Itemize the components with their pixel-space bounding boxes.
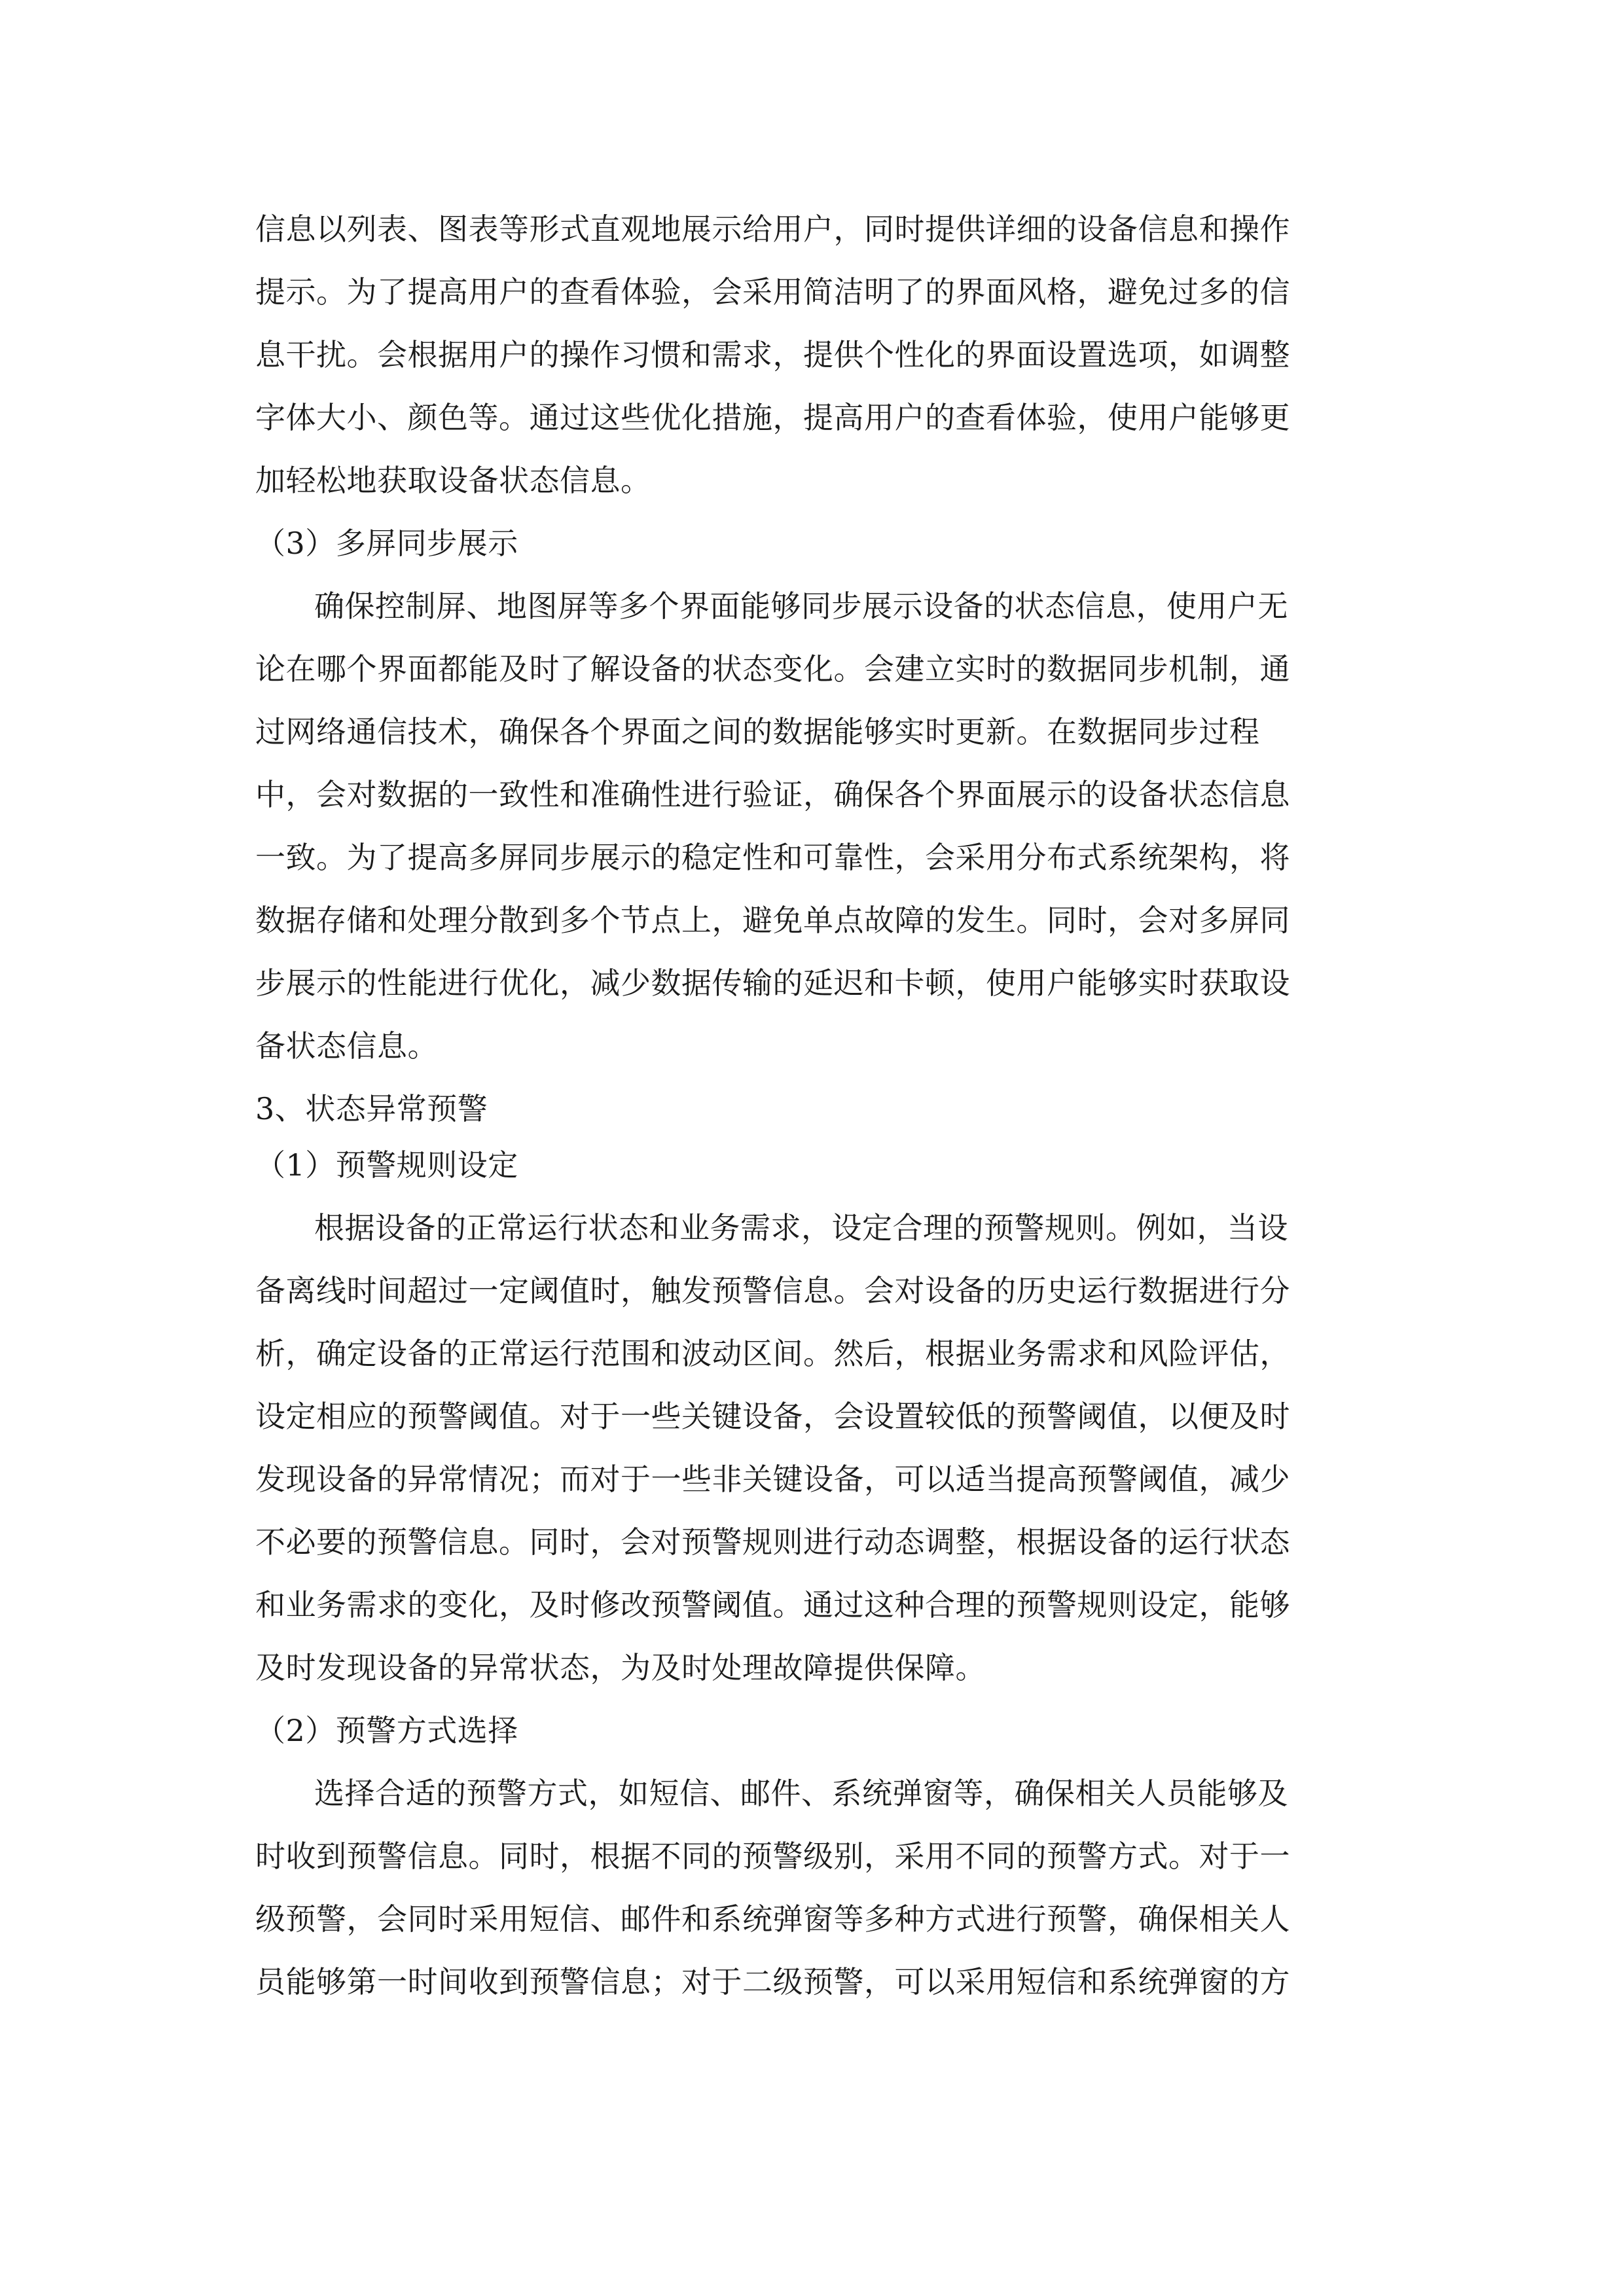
paragraph-line: 中，会对数据的一致性和准确性进行验证，确保各个界面展示的设备状态信息	[255, 777, 1290, 812]
paragraph-line: 时收到预警信息。同时，根据不同的预警级别，采用不同的预警方式。对于一	[255, 1839, 1290, 1874]
paragraph-line: 论在哪个界面都能及时了解设备的状态变化。会建立实时的数据同步机制，通	[255, 651, 1290, 687]
paragraph-line: 信息以列表、图表等形式直观地展示给用户，同时提供详细的设备信息和操作	[255, 211, 1290, 247]
paragraph-line: 发现设备的异常情况；而对于一些非关键设备，可以适当提高预警阈值，减少	[255, 1462, 1290, 1497]
paragraph-line: 根据设备的正常运行状态和业务需求，设定合理的预警规则。例如，当设	[314, 1210, 1288, 1246]
paragraph-line: 确保控制屏、地图屏等多个界面能够同步展示设备的状态信息，使用户无	[314, 588, 1288, 624]
paragraph-line: 及时发现设备的异常状态，为及时处理故障提供保障。	[255, 1650, 986, 1685]
paragraph-line: 不必要的预警信息。同时，会对预警规则进行动态调整，根据设备的运行状态	[255, 1524, 1290, 1560]
paragraph-line: 和业务需求的变化，及时修改预警阈值。通过这种合理的预警规则设定，能够	[255, 1587, 1290, 1623]
paragraph-line: 员能够第一时间收到预警信息；对于二级预警，可以采用短信和系统弹窗的方	[255, 1964, 1290, 2000]
paragraph-line: 过网络通信技术，确保各个界面之间的数据能够实时更新。在数据同步过程	[255, 714, 1260, 749]
paragraph-line: 字体大小、颜色等。通过这些优化措施，提高用户的查看体验，使用户能够更	[255, 400, 1290, 435]
paragraph-line: 数据存储和处理分散到多个节点上，避免单点故障的发生。同时，会对多屏同	[255, 903, 1290, 938]
section-subheading: （1）预警规则设定	[255, 1147, 518, 1183]
paragraph-line: 选择合适的预警方式，如短信、邮件、系统弹窗等，确保相关人员能够及	[314, 1776, 1288, 1811]
paragraph-line: 析，确定设备的正常运行范围和波动区间。然后，根据业务需求和风险评估，	[255, 1336, 1290, 1371]
paragraph-line: 一致。为了提高多屏同步展示的稳定性和可靠性，会采用分布式系统架构，将	[255, 840, 1290, 875]
section-heading: 3、状态异常预警	[255, 1091, 488, 1126]
section-subheading: （3）多屏同步展示	[255, 526, 518, 561]
paragraph-line: 息干扰。会根据用户的操作习惯和需求，提供个性化的界面设置选项，如调整	[255, 337, 1290, 372]
section-subheading: （2）预警方式选择	[255, 1713, 518, 1748]
paragraph-line: 提示。为了提高用户的查看体验，会采用简洁明了的界面风格，避免过多的信	[255, 274, 1290, 310]
paragraph-line: 加轻松地获取设备状态信息。	[255, 463, 651, 498]
paragraph-line: 设定相应的预警阈值。对于一些关键设备，会设置较低的预警阈值，以便及时	[255, 1399, 1290, 1434]
paragraph-line: 级预警，会同时采用短信、邮件和系统弹窗等多种方式进行预警，确保相关人	[255, 1901, 1290, 1937]
paragraph-line: 步展示的性能进行优化，减少数据传输的延迟和卡顿，使用户能够实时获取设	[255, 965, 1290, 1001]
paragraph-line: 备离线时间超过一定阈值时，触发预警信息。会对设备的历史运行数据进行分	[255, 1273, 1290, 1308]
paragraph-line: 备状态信息。	[255, 1028, 438, 1064]
